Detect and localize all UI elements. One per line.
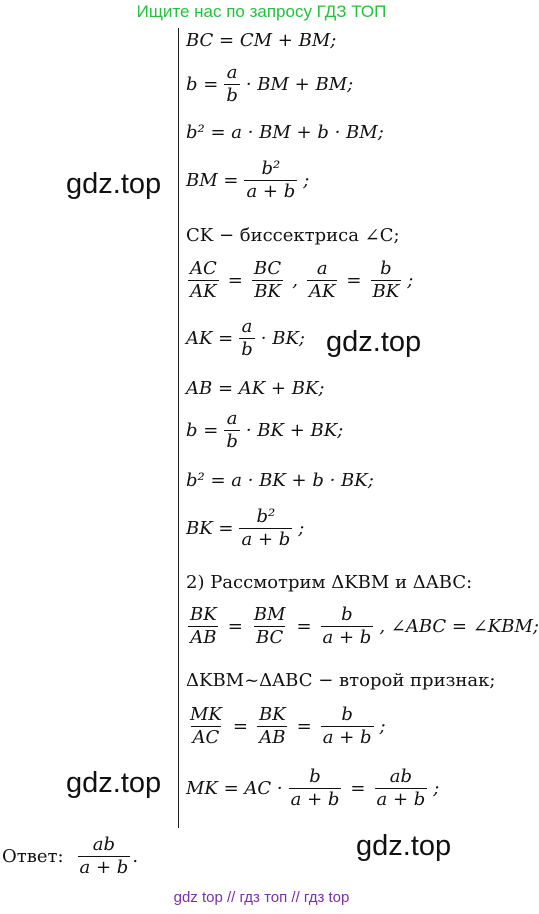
fraction: $\frac{a}{AK}$ bbox=[308, 258, 336, 302]
top-banner: Ищите нас по запросу ГДЗ ТОП bbox=[136, 2, 387, 21]
watermark: gdz.top bbox=[66, 168, 162, 200]
equation-line: $\frac{BK}{AB}$ = $\frac{BM}{BC}$ = $\frac{b}{a + b}$ , ∠ABC = ∠KBM; bbox=[190, 604, 539, 648]
equation-line: b² = a · BM + b · BM; bbox=[186, 122, 384, 143]
watermark: gdz.top bbox=[66, 767, 162, 799]
fraction: $\frac{BC}{BK}$ bbox=[253, 258, 282, 302]
equation-line: 2) Рассмотрим ΔKBM и ΔABC: bbox=[186, 572, 473, 593]
fraction: $\frac{MK}{AC}$ bbox=[190, 704, 222, 748]
fraction: $\frac{ab}{a + b}$ bbox=[376, 766, 426, 810]
answer-fraction: $\frac{ab}{a + b}$ bbox=[79, 834, 129, 878]
watermark: gdz.top bbox=[326, 326, 422, 358]
answer-line: Ответ: $\frac{ab}{a + b}$ . bbox=[2, 834, 139, 878]
fraction: $\frac{a}{b}$ bbox=[226, 408, 238, 452]
equation-line: $\frac{AC}{AK}$ = $\frac{BC}{BK}$ , $\frac{a}{AK}$ = $\frac{b}{BK}$ ; bbox=[190, 258, 414, 302]
fraction: $\frac{BK}{AB}$ bbox=[258, 704, 286, 748]
fraction: $\frac{a}{b}$ bbox=[241, 316, 253, 360]
fraction: $\frac{AC}{AK}$ bbox=[190, 258, 217, 302]
watermark: gdz.top bbox=[356, 830, 452, 862]
fraction: $\frac{b}{BK}$ bbox=[372, 258, 400, 302]
fraction: $\frac{b}{a + b}$ bbox=[290, 766, 340, 810]
footer-links: gdz top // гдз топ // гдз top bbox=[173, 889, 350, 906]
fraction: $\frac{a}{b}$ bbox=[226, 62, 238, 106]
fraction: $\frac{b}{a + b}$ bbox=[322, 704, 372, 748]
equation-line: b² = a · BK + b · BK; bbox=[186, 470, 374, 491]
equation-line: CK − биссектриса ∠C; bbox=[186, 225, 400, 246]
equation-line: BC = CM + BM; bbox=[186, 30, 337, 51]
equation-line: ΔKBM~ΔABC − второй признак; bbox=[186, 670, 496, 691]
fraction: $\frac{BM}{BC}$ bbox=[253, 604, 286, 648]
divider-line bbox=[178, 28, 179, 828]
equation-line: BK = $\frac{\text{b²}}{a + b}$ ; bbox=[186, 506, 305, 550]
fraction: $\frac{\text{b²}}{a + b}$ bbox=[241, 506, 291, 550]
equation-line: $\frac{MK}{AC}$ = $\frac{BK}{AB}$ = $\frac{b}{a + b}$ ; bbox=[190, 704, 386, 748]
answer-label: Ответ: bbox=[2, 846, 64, 867]
fraction: $\frac{BK}{AB}$ bbox=[190, 604, 217, 648]
equation-line: b = $\frac{a}{b}$ · BM + BM; bbox=[186, 62, 354, 106]
equation-line: AK = $\frac{a}{b}$ · BK; bbox=[186, 316, 305, 360]
equation-line: MK = AC · $\frac{b}{a + b}$ = $\frac{ab}{a + b}$ ; bbox=[186, 766, 440, 810]
fraction: $\frac{b}{a + b}$ bbox=[322, 604, 372, 648]
equation-line: BM = $\frac{\text{b²}}{a + b}$ ; bbox=[186, 158, 310, 202]
equation-line: AB = AK + BK; bbox=[186, 378, 325, 399]
equation-line: b = $\frac{a}{b}$ · BK + BK; bbox=[186, 408, 344, 452]
fraction: $\frac{\text{b²}}{a + b}$ bbox=[246, 158, 296, 202]
